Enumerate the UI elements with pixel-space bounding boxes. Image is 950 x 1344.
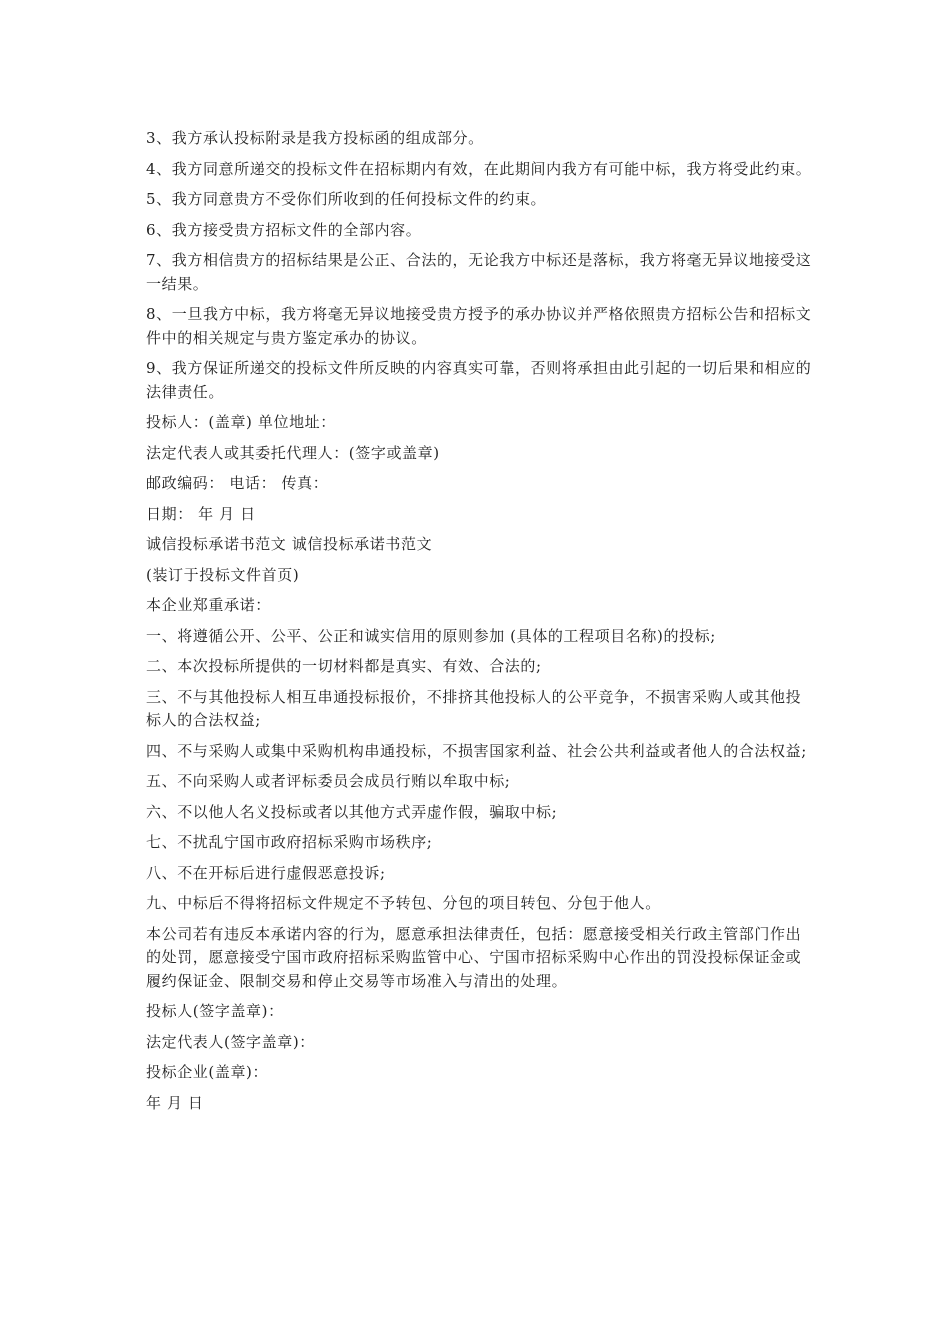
paragraph-clause-9: 9、我方保证所递交的投标文件所反映的内容真实可靠，否则将承担由此引起的一切后果和相应的法律责任。	[146, 359, 812, 401]
paragraph-clause-6: 6、我方接受贵方招标文件的全部内容。	[146, 220, 422, 239]
legal-rep-signature-line: 法定代表人(签字盖章)：	[146, 1032, 315, 1051]
pledge-item-1: 一、将遵循公开、公平、公正和诚实信用的原则参加 (具体的工程项目名称)的投标;	[146, 626, 716, 645]
pledge-item-7: 七、不扰乱宁国市政府招标采购市场秩序;	[146, 833, 433, 851]
date-line: 日期： 年 月 日	[146, 504, 256, 523]
paragraph-clause-7: 7、我方相信贵方的招标结果是公正、合法的，无论我方中标还是落标，我方将毫无异议地接受这一结果。	[146, 251, 812, 293]
pledge-item-4: 四、不与采购人或集中采购机构串通投标，不损害国家利益、社会公共利益或者他人的合法权益;	[146, 741, 807, 760]
pledge-item-9: 九、中标后不得将招标文件规定不予转包、分包的项目转包、分包于他人。	[146, 894, 661, 912]
bidder-address-line: 投标人：(盖章) 单位地址：	[146, 413, 336, 431]
pledge-item-2: 二、本次投标所提供的一切材料都是真实、有效、合法的;	[146, 657, 542, 675]
paragraph-clause-8: 8、一旦我方中标，我方将毫无异议地接受贵方授予的承办协议并严格依照贵方招标公告和招标文件中的相关规定与贵方鉴定承办的协议。	[146, 305, 812, 347]
pledge-intro: 本企业郑重承诺：	[146, 596, 271, 614]
pledge-item-6: 六、不以他人名义投标或者以其他方式弄虚作假，骗取中标;	[146, 802, 558, 821]
document-body	[146, 127, 814, 1122]
pledge-item-8: 八、不在开标后进行虚假恶意投诉;	[146, 863, 386, 882]
liability-statement: 本公司若有违反本承诺内容的行为，愿意承担法律责任，包括：愿意接受相关行政主管部门作出的处罚，愿意接受宁国市政府招标采购监管中心、宁国市招标采购中心作出的罚没投标保证金或履约保证金、限制交易和停止交易等市场准入与清出的处理。	[146, 924, 802, 990]
company-seal-line: 投标企业(盖章)：	[146, 1063, 269, 1081]
bidder-signature-line: 投标人(签字盖章)：	[146, 1002, 284, 1020]
paragraph-clause-3: 3、我方承认投标附录是我方投标函的组成部分。	[146, 129, 484, 147]
binding-note: (装订于投标文件首页)	[146, 565, 300, 584]
pledge-item-5: 五、不向采购人或者评标委员会成员行贿以牟取中标;	[146, 772, 511, 790]
contact-line: 邮政编码： 电话： 传真：	[146, 474, 329, 492]
final-date-line: 年 月 日	[146, 1093, 204, 1112]
legal-representative-line: 法定代表人或其委托代理人：(签字或盖章)	[146, 443, 440, 462]
section-title: 诚信投标承诺书范文 诚信投标承诺书范文	[146, 535, 433, 553]
paragraph-clause-4: 4、我方同意所递交的投标文件在招标期内有效，在此期间内我方有可能中标，我方将受此约束。	[146, 159, 812, 178]
pledge-item-3: 三、不与其他投标人相互串通投标报价，不排挤其他投标人的公平竞争，不损害采购人或其他投标人的合法权益;	[146, 687, 802, 729]
paragraph-clause-5: 5、我方同意贵方不受你们所收到的任何投标文件的约束。	[146, 190, 547, 208]
